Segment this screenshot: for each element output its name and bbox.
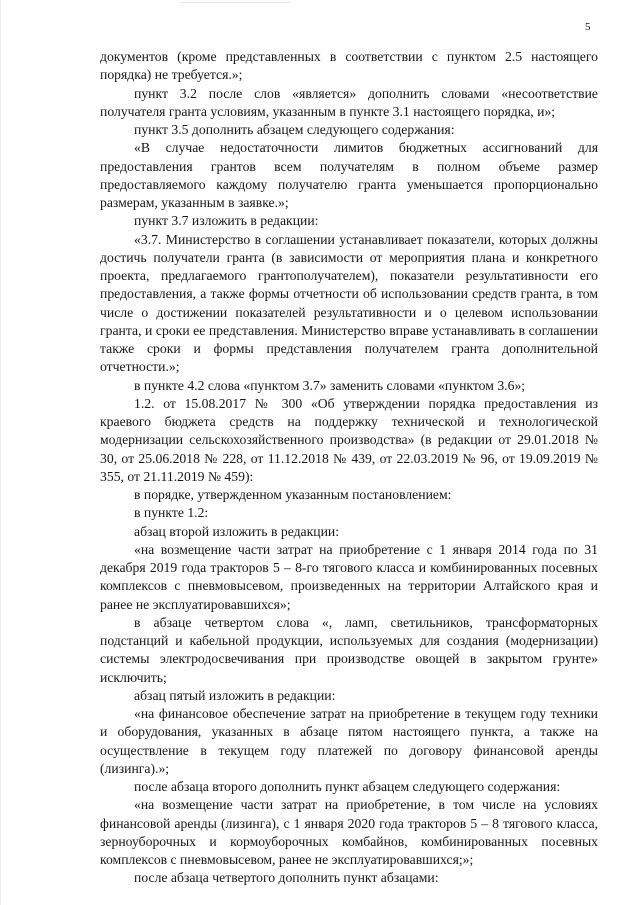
paragraph: пункт 3.2 после слов «является» дополнить словами «несоответствие получателя гранта условиям, указанным в пункте 3.1 настоящего порядка, и»; bbox=[100, 85, 598, 119]
scan-artifact-line bbox=[180, 2, 290, 3]
paragraph: в пункте 1.2: bbox=[134, 505, 209, 521]
paragraph: «В случае недостаточности лимитов бюджетных ассигнований для предоставления грантов всем получателям в полном объеме размер предоставляемого каждому получателю гранта уменьшается пропорционально размерам, указанным в заявке.»; bbox=[100, 140, 598, 210]
paragraph: после абзаца второго дополнить пункт абзацем следующего содержания: bbox=[134, 779, 561, 794]
paragraph: пункт 3.5 дополнить абзацем следующего содержания: bbox=[134, 122, 455, 137]
paragraph: в порядке, утвержденном указанным постановлением: bbox=[134, 487, 452, 502]
paragraph: «на возмещение части затрат на приобретение, в том числе на условиях финансовой аренды (лизинга), с 1 января 2020 года тракторов 5 – 8 тягового класса, зерноуборочных и кормоуборочных комбайнов, комбинированных посевных комплексов с пневмовысевом, ранее не эксплуатировавшихся;»; bbox=[100, 797, 598, 867]
page-number: 5 bbox=[585, 21, 591, 33]
paragraph: 1.2. от 15.08.2017 № 300 «Об утверждении порядка предоставления из краевого бюджета средств на поддержку технической и технологической модернизации сельскохозяйственного производства» (в редакции от 29.01.2018 № 30, от 25.06.2018 № 228, от 11.12.2018 № 439, от 22.03.2019 № 96, от 19.09.2019 № 355, от 21.11.2019 № 459): bbox=[100, 395, 598, 484]
paragraph: в пункте 4.2 слова «пунктом 3.7» заменить словами «пунктом 3.6»; bbox=[134, 377, 526, 393]
scan-edge bbox=[0, 0, 1, 905]
paragraph: в абзаце четвертом слова «, ламп, светильников, трансформаторных подстанций и кабельной продукции, используемых для создания (модернизации) системы электродосвечивания при производстве овощей в закрытом грунте» исключить; bbox=[100, 614, 598, 685]
document-body bbox=[100, 48, 598, 888]
paragraph: «на возмещение части затрат на приобретение с 1 января 2014 года по 31 декабря 2019 года тракторов 5 – 8-го тягового класса и комбинированных посевных комплексов с пневмовысевом, произведенных на территории Алтайского края и ранее не эксплуатировавшихся»; bbox=[100, 541, 598, 612]
paragraph: абзац пятый изложить в редакции: bbox=[134, 687, 336, 703]
paragraph: абзац второй изложить в редакции: bbox=[134, 523, 340, 539]
paragraph: «3.7. Министерство в соглашении устанавливает показатели, которых должны достичь получатели гранта (в зависимости от мероприятия плана и конкретного проекта, предлагаемого грантополучателем), показатели результативности его предоставления, а также формы отчетности об использовании средств гранта, в том числе о достижении показателей результативности и о целевом использовании гранта, и сроки ее представления. Министерство вправе устанавливать в соглашении также сроки и формы представления получателем гранта дополнительной отчетности.»; bbox=[100, 231, 598, 375]
paragraph: документов (кроме представленных в соответствии с пунктом 2.5 настоящего порядка) не требуется.»; bbox=[100, 49, 598, 83]
paragraph: «на финансовое обеспечение затрат на приобретение в текущем году техники и оборудования, указанных в абзаце пятом настоящего пункта, а также на осуществление в текущем году платежей по договору финансовой аренды (лизинга).»; bbox=[100, 706, 598, 776]
paragraph: пункт 3.7 изложить в редакции: bbox=[134, 213, 319, 229]
paragraph: после абзаца четвертого дополнить пункт абзацами: bbox=[134, 870, 439, 886]
